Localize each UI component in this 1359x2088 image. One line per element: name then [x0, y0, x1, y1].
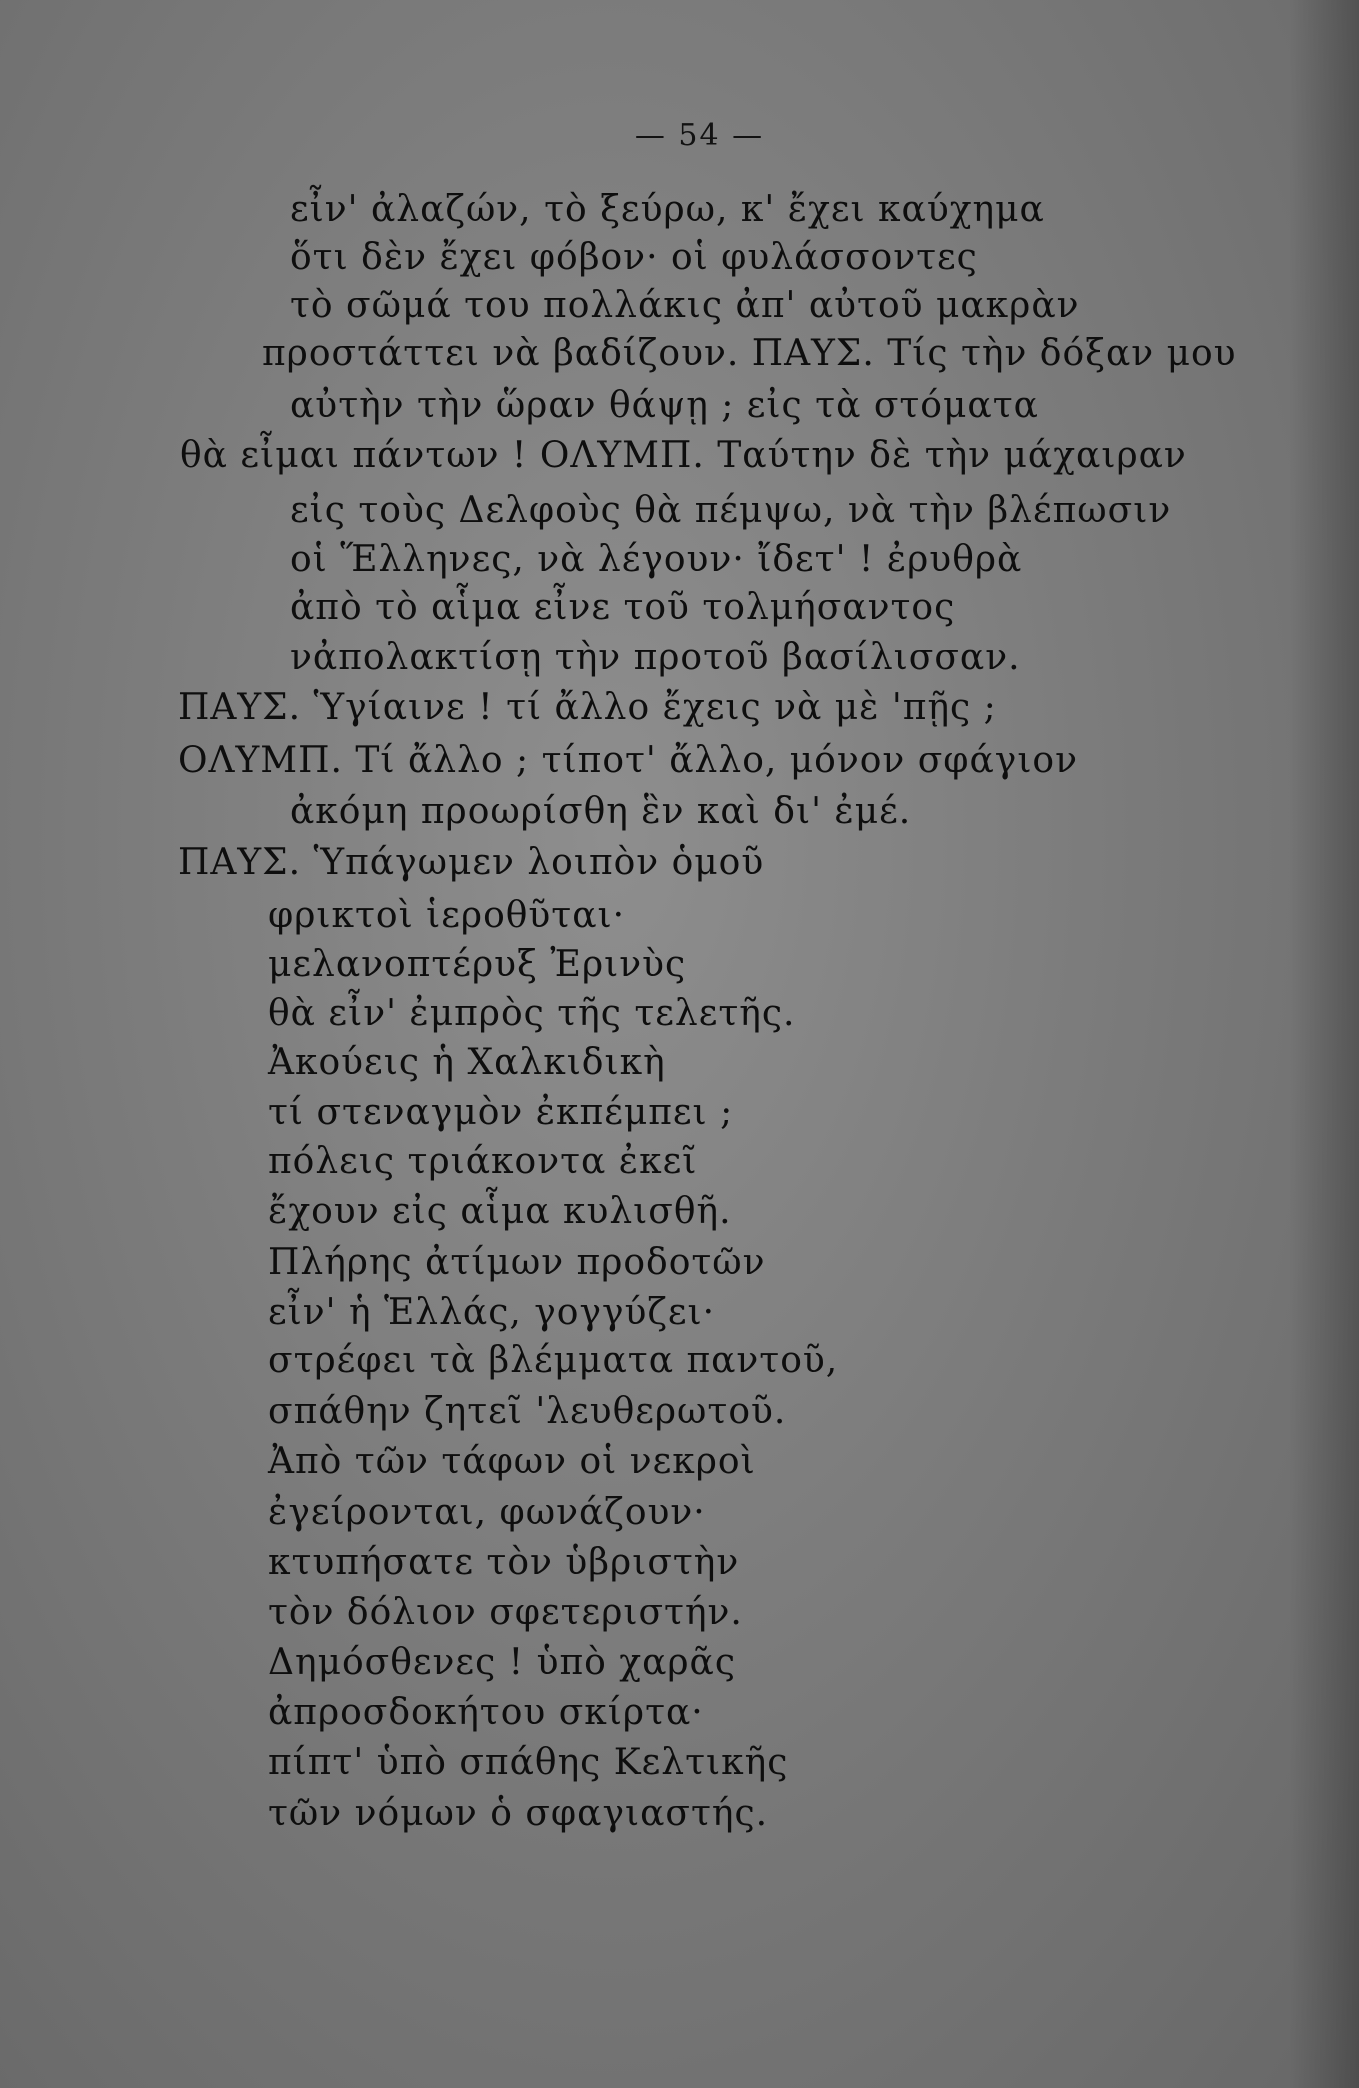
verse-line: πόλεις τριάκοντα ἐκεῖ [268, 1141, 698, 1182]
text-line: προστάττει νὰ βαδίζουν. ΠΑΥΣ. Τίς τὴν δόξαν μου [262, 333, 1237, 374]
text-line: νἀπολακτίσῃ τὴν προτοῦ βασίλισσαν. [290, 637, 1021, 678]
page-number: — 54 — [634, 118, 765, 153]
verse-line: σπάθην ζητεῖ 'λευθερωτοῦ. [268, 1391, 787, 1432]
text-line: ΠΑΥΣ. Ὑπάγωμεν λοιπὸν ὁμοῦ [178, 842, 765, 883]
verse-line: ἔχουν εἰς αἷμα κυλισθῆ. [268, 1191, 732, 1232]
verse-line: πίπτ' ὑπὸ σπάθης Κελτικῆς [268, 1742, 789, 1783]
text-line: ἀκόμη προωρίσθη ἓν καὶ δι' ἐμέ. [290, 791, 912, 832]
text-line: οἱ Ἕλληνες, νὰ λέγουν· ἴδετ' ! ἐρυθρὰ [290, 539, 1023, 580]
verse-line: τὸν δόλιον σφετεριστήν. [268, 1592, 743, 1633]
verse-line: Ἀκούεις ἡ Χαλκιδικὴ [268, 1042, 666, 1083]
verse-line: Ἀπὸ τῶν τάφων οἱ νεκροὶ [268, 1441, 756, 1482]
text-line: ΟΛΥΜΠ. Τί ἄλλο ; τίποτ' ἄλλο, μόνον σφάγιον [178, 740, 1078, 781]
text-line: ΠΑΥΣ. Ὑγίαινε ! τί ἄλλο ἔχεις νὰ μὲ 'πῇς ; [178, 687, 997, 728]
verse-line: μελανοπτέρυξ Ἐρινὺς [268, 944, 687, 985]
text-line: ὅτι δὲν ἔχει φόβον· οἱ φυλάσσοντες [290, 237, 978, 278]
text-line: αὐτὴν τὴν ὥραν θάψῃ ; εἰς τὰ στόματα [290, 385, 1039, 426]
verse-line: τί στεναγμὸν ἐκπέμπει ; [268, 1092, 734, 1133]
verse-line: φρικτοὶ ἱεροθῦται· [268, 895, 626, 936]
text-line: τὸ σῶμά του πολλάκις ἀπ' αὐτοῦ μακρὰν [290, 285, 1080, 326]
verse-line: ἐγείρονται, φωνάζουν· [268, 1492, 706, 1533]
verse-line: θὰ εἶν' ἐμπρὸς τῆς τελετῆς. [268, 993, 796, 1034]
verse-line: στρέφει τὰ βλέμματα παντοῦ, [268, 1340, 839, 1381]
text-line: εἶν' ἀλαζών, τὸ ξεύρω, κ' ἔχει καύχημα [290, 189, 1045, 230]
verse-line: Πλήρης ἀτίμων προδοτῶν [268, 1242, 766, 1283]
verse-line: εἶν' ἡ Ἑλλάς, γογγύζει· [268, 1292, 716, 1333]
verse-line: κτυπήσατε τὸν ὑβριστὴν [268, 1542, 740, 1583]
verse-line: ἀπροσδοκήτου σκίρτα· [268, 1692, 704, 1733]
verse-line: τῶν νόμων ὁ σφαγιαστής. [268, 1793, 769, 1834]
text-line: θὰ εἶμαι πάντων ! ΟΛΥΜΠ. Ταύτην δὲ τὴν μάχαιραν [180, 435, 1187, 476]
verse-line: Δημόσθενες ! ὑπὸ χαρᾶς [268, 1642, 737, 1683]
text-line: ἀπὸ τὸ αἷμα εἶνε τοῦ τολμήσαντος [290, 587, 956, 628]
text-line: εἰς τοὺς Δελφοὺς θὰ πέμψω, νὰ τὴν βλέπωσιν [290, 490, 1172, 531]
